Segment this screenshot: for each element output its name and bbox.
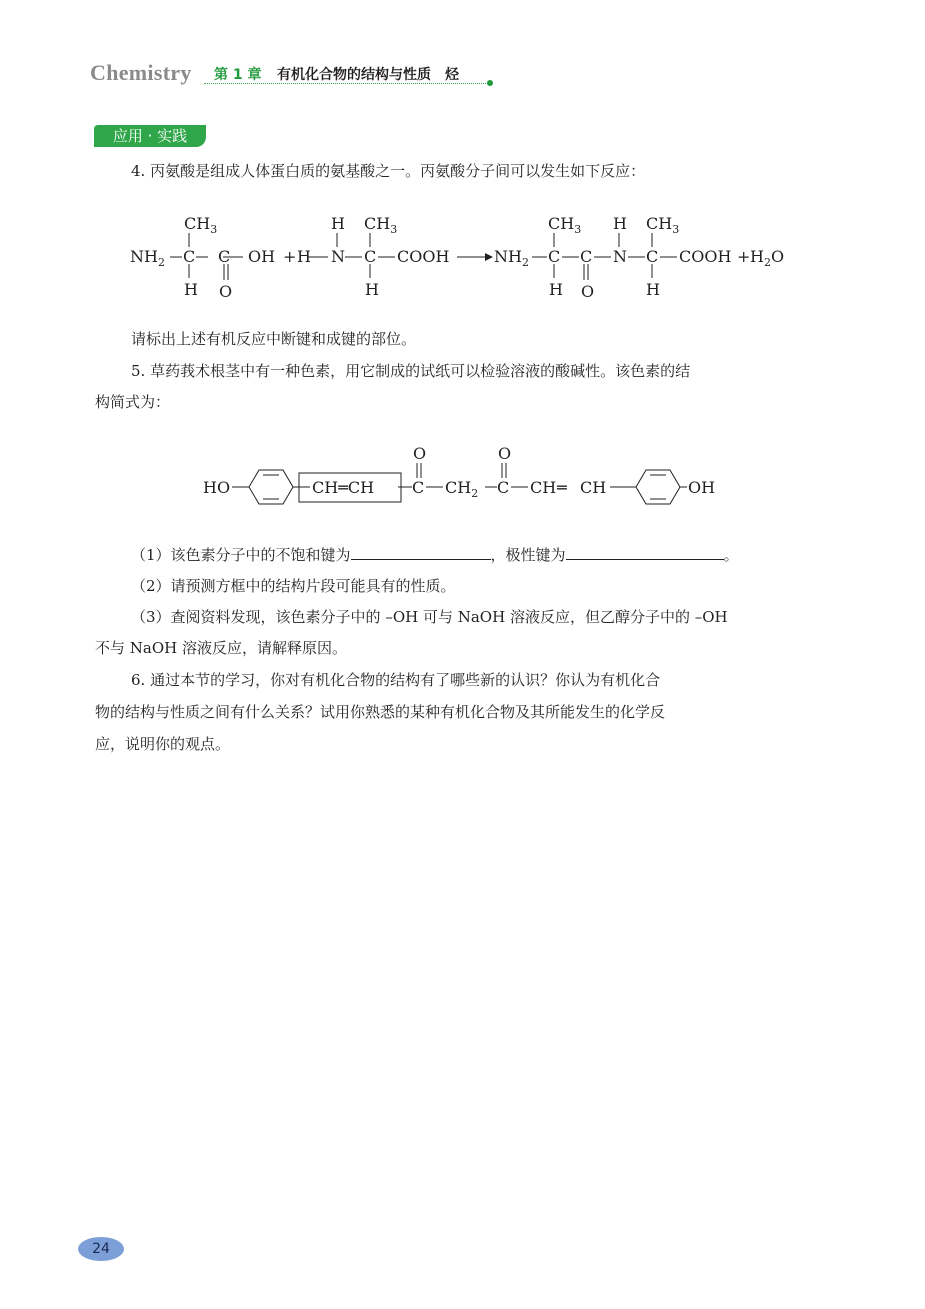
svg-text:CH═CH: CH═CH	[312, 478, 375, 497]
question-5-line-1: 5. 草药莪术根茎中有一种色素，用它制成的试纸可以检验溶液的酸碱性。该色素的结	[131, 362, 691, 380]
svg-text:H: H	[365, 280, 379, 299]
svg-text:COOH: COOH	[397, 247, 450, 266]
svg-text:CH3: $CH_3$	[548, 214, 582, 236]
question-5-line-2: 构简式为：	[95, 393, 171, 411]
svg-text:═: ═	[557, 478, 567, 497]
svg-text:H: H	[549, 280, 563, 299]
svg-text:O: O	[498, 444, 512, 463]
svg-text:CH: CH	[530, 478, 557, 497]
section-tag: 应用 · 实践	[94, 125, 206, 147]
chapter-number: 第 1 章	[214, 67, 262, 83]
svg-text:C: C	[497, 478, 510, 497]
svg-text:O: O	[413, 444, 427, 463]
svg-text:CH3: $CH_3$	[364, 214, 398, 236]
svg-text:N: N	[613, 247, 627, 266]
question-5-sub-3-line-2: 不与 NaOH 溶液反应，请解释原因。	[95, 639, 347, 657]
svg-text:NH2: $NH_2$	[494, 247, 529, 269]
svg-text:HO: HO	[203, 478, 231, 497]
svg-text:H: H	[297, 247, 311, 266]
answer-blank-polar-bonds[interactable]	[566, 544, 724, 560]
question-5-sub-3-line-1: （3）查阅资料发现，该色素分子中的 –OH 可与 NaOH 溶液反应，但乙醇分子中的 –OH	[131, 608, 728, 626]
svg-text:CH3: $CH_3$	[646, 214, 680, 236]
svg-text:H2O: $H_2O$	[750, 247, 785, 269]
brand-title: Chemistry	[90, 60, 192, 85]
svg-text:COOH: COOH	[679, 247, 732, 266]
reaction-text-ch3: $CH_3$	[184, 214, 218, 236]
svg-text:H: H	[331, 214, 345, 233]
svg-text:O: O	[581, 282, 595, 301]
svg-text:C: C	[548, 247, 561, 266]
sub-1-prompt: （1）该色素分子中的不饱和键为	[131, 546, 351, 564]
svg-text:+: +	[283, 247, 297, 266]
question-5-sub-1: （1）该色素分子中的不饱和键为 ，极性键为 。	[131, 546, 739, 564]
question-6-line-2: 物的结构与性质之间有什么关系？试用你熟悉的某种有机化合物及其所能发生的化学反	[95, 703, 666, 721]
svg-text:NH2: $NH_2$	[130, 247, 165, 269]
svg-text:O: O	[219, 282, 233, 301]
header-dot-icon	[487, 80, 493, 86]
question-6-line-3: 应，说明你的观点。	[95, 735, 231, 753]
svg-text:C: C	[646, 247, 659, 266]
sub-1-prompt-polar: ，极性键为	[490, 546, 566, 564]
question-4-instruction: 请标出上述有机反应中断键和成键的部位。	[131, 330, 417, 348]
question-5-sub-2: （2）请预测方框中的结构片段可能具有的性质。	[131, 577, 456, 595]
question-4-text: 4. 丙氨酸是组成人体蛋白质的氨基酸之一。丙氨酸分子间可以发生如下反应：	[131, 162, 646, 180]
svg-text:OH: OH	[248, 247, 276, 266]
svg-text:CH: CH	[580, 478, 607, 497]
svg-text:H: H	[646, 280, 660, 299]
chapter-title: 有机化合物的结构与性质 烃	[277, 67, 459, 83]
svg-text:C: C	[580, 247, 593, 266]
svg-text:C: C	[412, 478, 425, 497]
svg-text:OH: OH	[688, 478, 716, 497]
svg-text:CH2: $CH_2$	[445, 478, 479, 500]
svg-text:H: H	[184, 280, 198, 299]
svg-text:C: C	[218, 247, 231, 266]
svg-text:+: +	[737, 247, 751, 266]
answer-blank-unsaturated-bonds[interactable]	[351, 544, 491, 560]
pigment-structure-diagram	[0, 440, 925, 520]
svg-text:C: C	[183, 247, 196, 266]
header-divider	[204, 83, 490, 84]
question-6-line-1: 6. 通过本节的学习，你对有机化合物的结构有了哪些新的认识？你认为有机化合	[131, 671, 661, 689]
svg-text:C: C	[364, 247, 377, 266]
alanine-reaction-diagram	[0, 200, 925, 320]
svg-text:N: N	[331, 247, 345, 266]
page-number-badge: 24	[78, 1237, 124, 1261]
svg-text:H: H	[613, 214, 627, 233]
